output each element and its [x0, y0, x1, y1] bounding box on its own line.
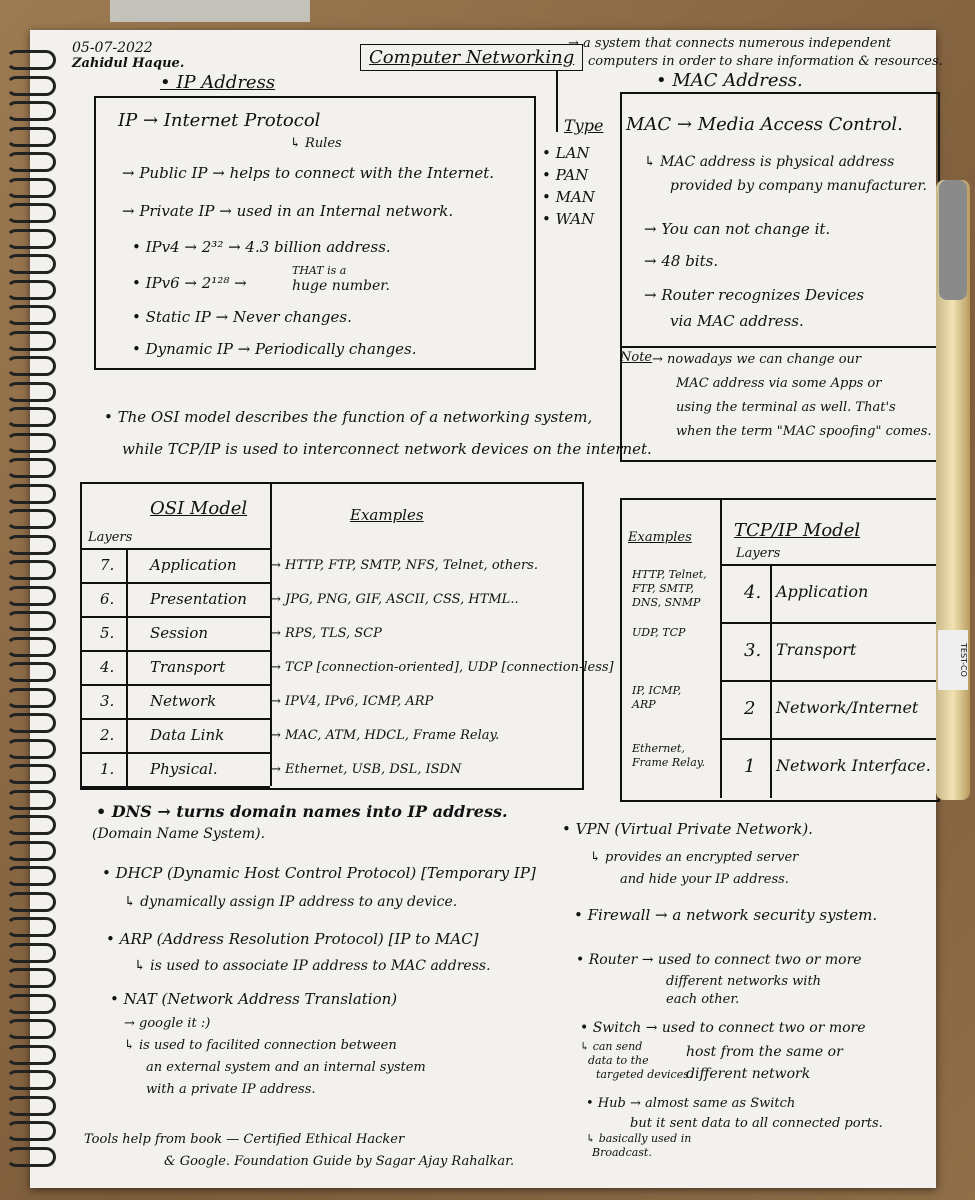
type-pan: • PAN — [542, 166, 589, 184]
osi-statement-2: while TCP/IP is used to interconnect network devices on the internet. — [122, 440, 652, 458]
osi-layer-name: Network — [150, 692, 217, 710]
ip-line: IP → Internet Protocol — [118, 110, 321, 131]
osi-row-line — [80, 718, 270, 720]
tcp-layer-example: ARP — [632, 698, 656, 711]
firewall-line: • Firewall → a network security system. — [574, 906, 878, 924]
spiral-coil — [6, 994, 56, 1014]
tcp-row-line — [720, 738, 936, 740]
osi-layer-name: Data Link — [150, 726, 225, 744]
osi-row-line — [80, 582, 270, 584]
mac-cannot-change: → You can not change it. — [644, 220, 831, 238]
osi-layer-examples: → TCP [connection-oriented], UDP [connection-less] — [270, 660, 614, 675]
spiral-coil — [6, 458, 56, 478]
pen-cap — [939, 180, 967, 300]
tcp-layer-example: Ethernet, — [632, 742, 685, 755]
spiral-coil — [6, 1019, 56, 1039]
spiral-coil — [6, 127, 56, 147]
credit-line-2: & Google. Foundation Guide by Sagar Ajay Rahalkar. — [164, 1154, 515, 1169]
spiral-coil — [6, 688, 56, 708]
spiral-coil — [6, 178, 56, 198]
arp-line-2: ↳ is used to associate IP address to MAC address. — [134, 958, 491, 974]
router-line-3: each other. — [666, 992, 740, 1007]
mac-desc-2: provided by company manufacturer. — [670, 178, 927, 194]
mac-router-1: → Router recognizes Devices — [644, 286, 865, 304]
spiral-coil — [6, 1070, 56, 1090]
note-line-4: when the term "MAC spoofing" comes. — [676, 424, 932, 439]
mac-bits: → 48 bits. — [644, 252, 719, 270]
nat-line-1: • NAT (Network Address Translation) — [110, 990, 398, 1008]
spiral-coil — [6, 586, 56, 606]
spiral-coil — [6, 662, 56, 682]
spiral-coil — [6, 764, 56, 784]
definition-line-1: → a system that connects numerous independent — [568, 36, 892, 51]
osi-examples-label: Examples — [350, 506, 424, 524]
spiral-coil — [6, 1045, 56, 1065]
tcp-layer-name: Network/Internet — [776, 698, 919, 717]
dns-line-1: • DNS → turns domain names into IP address. — [96, 802, 508, 821]
spiral-coil — [6, 356, 56, 376]
switch-line-3: different network — [686, 1066, 811, 1082]
tcp-layer-number: 2 — [744, 698, 756, 719]
ip-heading: • IP Address — [160, 72, 276, 93]
osi-layer-number: 3. — [100, 692, 115, 710]
hub-line-3: ↳ basically used in — [586, 1132, 692, 1145]
private-ip: → Private IP → used in an Internal network. — [122, 202, 454, 220]
dynamic-ip: • Dynamic IP → Periodically changes. — [132, 340, 417, 358]
notebook-page — [30, 30, 943, 1188]
tcp-header-line — [720, 564, 936, 566]
definition-line-2: computers in order to share information & resources. — [588, 54, 943, 69]
osi-layer-name: Presentation — [150, 590, 247, 608]
spiral-coil — [6, 229, 56, 249]
date: 05-07-2022 — [72, 40, 153, 56]
mac-line: MAC → Media Access Control. — [626, 114, 903, 135]
osi-row-line — [80, 650, 270, 652]
vpn-line-1: • VPN (Virtual Private Network). — [562, 820, 813, 838]
osi-layer-examples: → JPG, PNG, GIF, ASCII, CSS, HTML.. — [270, 592, 519, 607]
type-wan: • WAN — [542, 210, 595, 228]
osi-row-line — [80, 616, 270, 618]
ipv6-note-1: THAT is a — [292, 264, 347, 277]
ruler — [110, 0, 310, 22]
dhcp-line-2: ↳ dynamically assign IP address to any device. — [124, 894, 458, 910]
rules: ↳ Rules — [290, 136, 342, 151]
type-lan: • LAN — [542, 144, 590, 162]
spiral-coil — [6, 1096, 56, 1116]
switch-side-3: targeted devices. — [596, 1068, 693, 1081]
spiral-coil — [6, 841, 56, 861]
hub-line-1: • Hub → almost same as Switch — [586, 1096, 796, 1111]
osi-layer-examples: → HTTP, FTP, SMTP, NFS, Telnet, others. — [270, 558, 538, 573]
osi-layer-number: 5. — [100, 624, 115, 642]
vpn-line-2: ↳ provides an encrypted server — [590, 850, 799, 865]
osi-layer-name: Application — [150, 556, 237, 574]
spiral-coil — [6, 1121, 56, 1141]
public-ip: → Public IP → helps to connect with the Internet. — [122, 164, 495, 182]
spiral-coil — [6, 254, 56, 274]
spiral-coil — [6, 76, 56, 96]
ipv6-note-2: huge number. — [292, 278, 390, 294]
tcp-layer-number: 3. — [744, 640, 762, 661]
spiral-coil — [6, 790, 56, 810]
dns-line-2: (Domain Name System). — [92, 826, 266, 842]
spiral-coil — [6, 509, 56, 529]
router-line-2: different networks with — [666, 974, 822, 989]
spiral-coil — [6, 815, 56, 835]
spiral-coil — [6, 917, 56, 937]
nat-line-2: → google it :) — [124, 1016, 211, 1031]
osi-layer-number: 4. — [100, 658, 115, 676]
spiral-coil — [6, 535, 56, 555]
spiral-coil — [6, 713, 56, 733]
osi-layer-examples: → IPV4, IPv6, ICMP, ARP — [270, 694, 434, 709]
tcp-layer-number: 4. — [744, 582, 762, 603]
mac-router-2: via MAC address. — [670, 312, 804, 330]
spiral-coil — [6, 611, 56, 631]
osi-layer-name: Transport — [150, 658, 226, 676]
osi-title: OSI Model — [150, 498, 248, 519]
spiral-coil — [6, 331, 56, 351]
spiral-coil — [6, 866, 56, 886]
spiral-coil — [6, 1147, 56, 1167]
dhcp-line-1: • DHCP (Dynamic Host Control Protocol) [Temporary IP] — [102, 864, 536, 882]
spiral-coil — [6, 739, 56, 759]
osi-layer-number: 6. — [100, 590, 115, 608]
ipv6: • IPv6 → 2¹²⁸ → — [132, 274, 247, 292]
osi-row-line — [80, 684, 270, 686]
spiral-coil — [6, 484, 56, 504]
type-arrow — [556, 70, 558, 132]
spiral-coil — [6, 203, 56, 223]
osi-statement-1: • The OSI model describes the function of a networking system, — [104, 408, 593, 426]
pen — [936, 180, 970, 800]
tcp-title: TCP/IP Model — [734, 520, 861, 541]
nat-line-5: with a private IP address. — [146, 1082, 316, 1097]
osi-layers-label: Layers — [88, 530, 133, 545]
spiral-coil — [6, 50, 56, 70]
nat-line-3: ↳ is used to facilited connection between — [124, 1038, 397, 1053]
tcp-row-line — [720, 680, 936, 682]
tcp-layer-name: Transport — [776, 640, 857, 659]
spiral-coil — [6, 280, 56, 300]
spiral-coil — [6, 382, 56, 402]
switch-line-2: host from the same or — [686, 1044, 843, 1060]
osi-layer-number: 1. — [100, 760, 115, 778]
switch-side-2: data to the — [588, 1054, 649, 1067]
spiral-coil — [6, 407, 56, 427]
types-heading: Type — [564, 116, 604, 135]
tcp-examples-label: Examples — [628, 530, 692, 545]
hub-line-4: Broadcast. — [592, 1146, 652, 1159]
static-ip: • Static IP → Never changes. — [132, 308, 352, 326]
note-line-2: MAC address via some Apps or — [676, 376, 882, 391]
osi-row-line — [80, 786, 270, 788]
credit-line-1: Tools help from book — Certified Ethical Hacker — [84, 1132, 405, 1147]
switch-line-1: • Switch → used to connect two or more — [580, 1020, 866, 1036]
tcp-layer-example: UDP, TCP — [632, 626, 686, 639]
osi-layer-number: 2. — [100, 726, 115, 744]
tcp-layer-name: Application — [776, 582, 869, 601]
spiral-binding — [6, 50, 46, 1170]
osi-layer-name: Physical. — [150, 760, 218, 778]
osi-layer-name: Session — [150, 624, 209, 642]
spiral-coil — [6, 433, 56, 453]
tcp-layer-example: HTTP, Telnet, — [632, 568, 707, 581]
spiral-coil — [6, 560, 56, 580]
osi-layer-examples: → MAC, ATM, HDCL, Frame Relay. — [270, 728, 500, 743]
tcp-col-divider-1 — [720, 498, 722, 798]
arp-line-1: • ARP (Address Resolution Protocol) [IP to MAC] — [106, 930, 479, 948]
pen-label: TEST-CO — [938, 630, 968, 690]
osi-row-line — [80, 752, 270, 754]
osi-layer-number: 7. — [100, 556, 115, 574]
tcp-layer-example: DNS, SNMP — [632, 596, 701, 609]
tcp-layer-example: Frame Relay. — [632, 756, 706, 769]
spiral-coil — [6, 943, 56, 963]
tcp-layer-number: 1 — [744, 756, 756, 777]
router-line-1: • Router → used to connect two or more — [576, 952, 862, 968]
spiral-coil — [6, 101, 56, 121]
hub-line-2: but it sent data to all connected ports. — [630, 1116, 883, 1131]
tcp-layers-label: Layers — [736, 546, 781, 561]
mac-desc-1: ↳ MAC address is physical address — [644, 154, 895, 170]
tcp-layer-example: FTP, SMTP, — [632, 582, 694, 595]
note-label: Note — [620, 350, 653, 365]
osi-layer-examples: → Ethernet, USB, DSL, ISDN — [270, 762, 462, 777]
nat-line-4: an external system and an internal system — [146, 1060, 426, 1075]
spiral-coil — [6, 305, 56, 325]
vpn-line-3: and hide your IP address. — [620, 872, 789, 887]
author: Zahidul Haque. — [72, 56, 185, 71]
note-line-3: using the terminal as well. That's — [676, 400, 896, 415]
tcp-layer-name: Network Interface. — [776, 756, 931, 775]
mac-divider — [620, 346, 936, 348]
osi-layer-examples: → RPS, TLS, SCP — [270, 626, 382, 641]
spiral-coil — [6, 968, 56, 988]
spiral-coil — [6, 892, 56, 912]
ipv4: • IPv4 → 2³² → 4.3 billion address. — [132, 238, 391, 256]
tcp-layer-example: IP, ICMP, — [632, 684, 682, 697]
tcp-row-line — [720, 622, 936, 624]
type-man: • MAN — [542, 188, 595, 206]
spiral-coil — [6, 152, 56, 172]
page-title: Computer Networking — [360, 44, 583, 71]
mac-heading: • MAC Address. — [656, 70, 803, 91]
switch-side-1: ↳ can send — [580, 1040, 643, 1053]
spiral-coil — [6, 637, 56, 657]
note-line-1: → nowadays we can change our — [652, 352, 862, 367]
osi-header-line — [80, 548, 270, 550]
